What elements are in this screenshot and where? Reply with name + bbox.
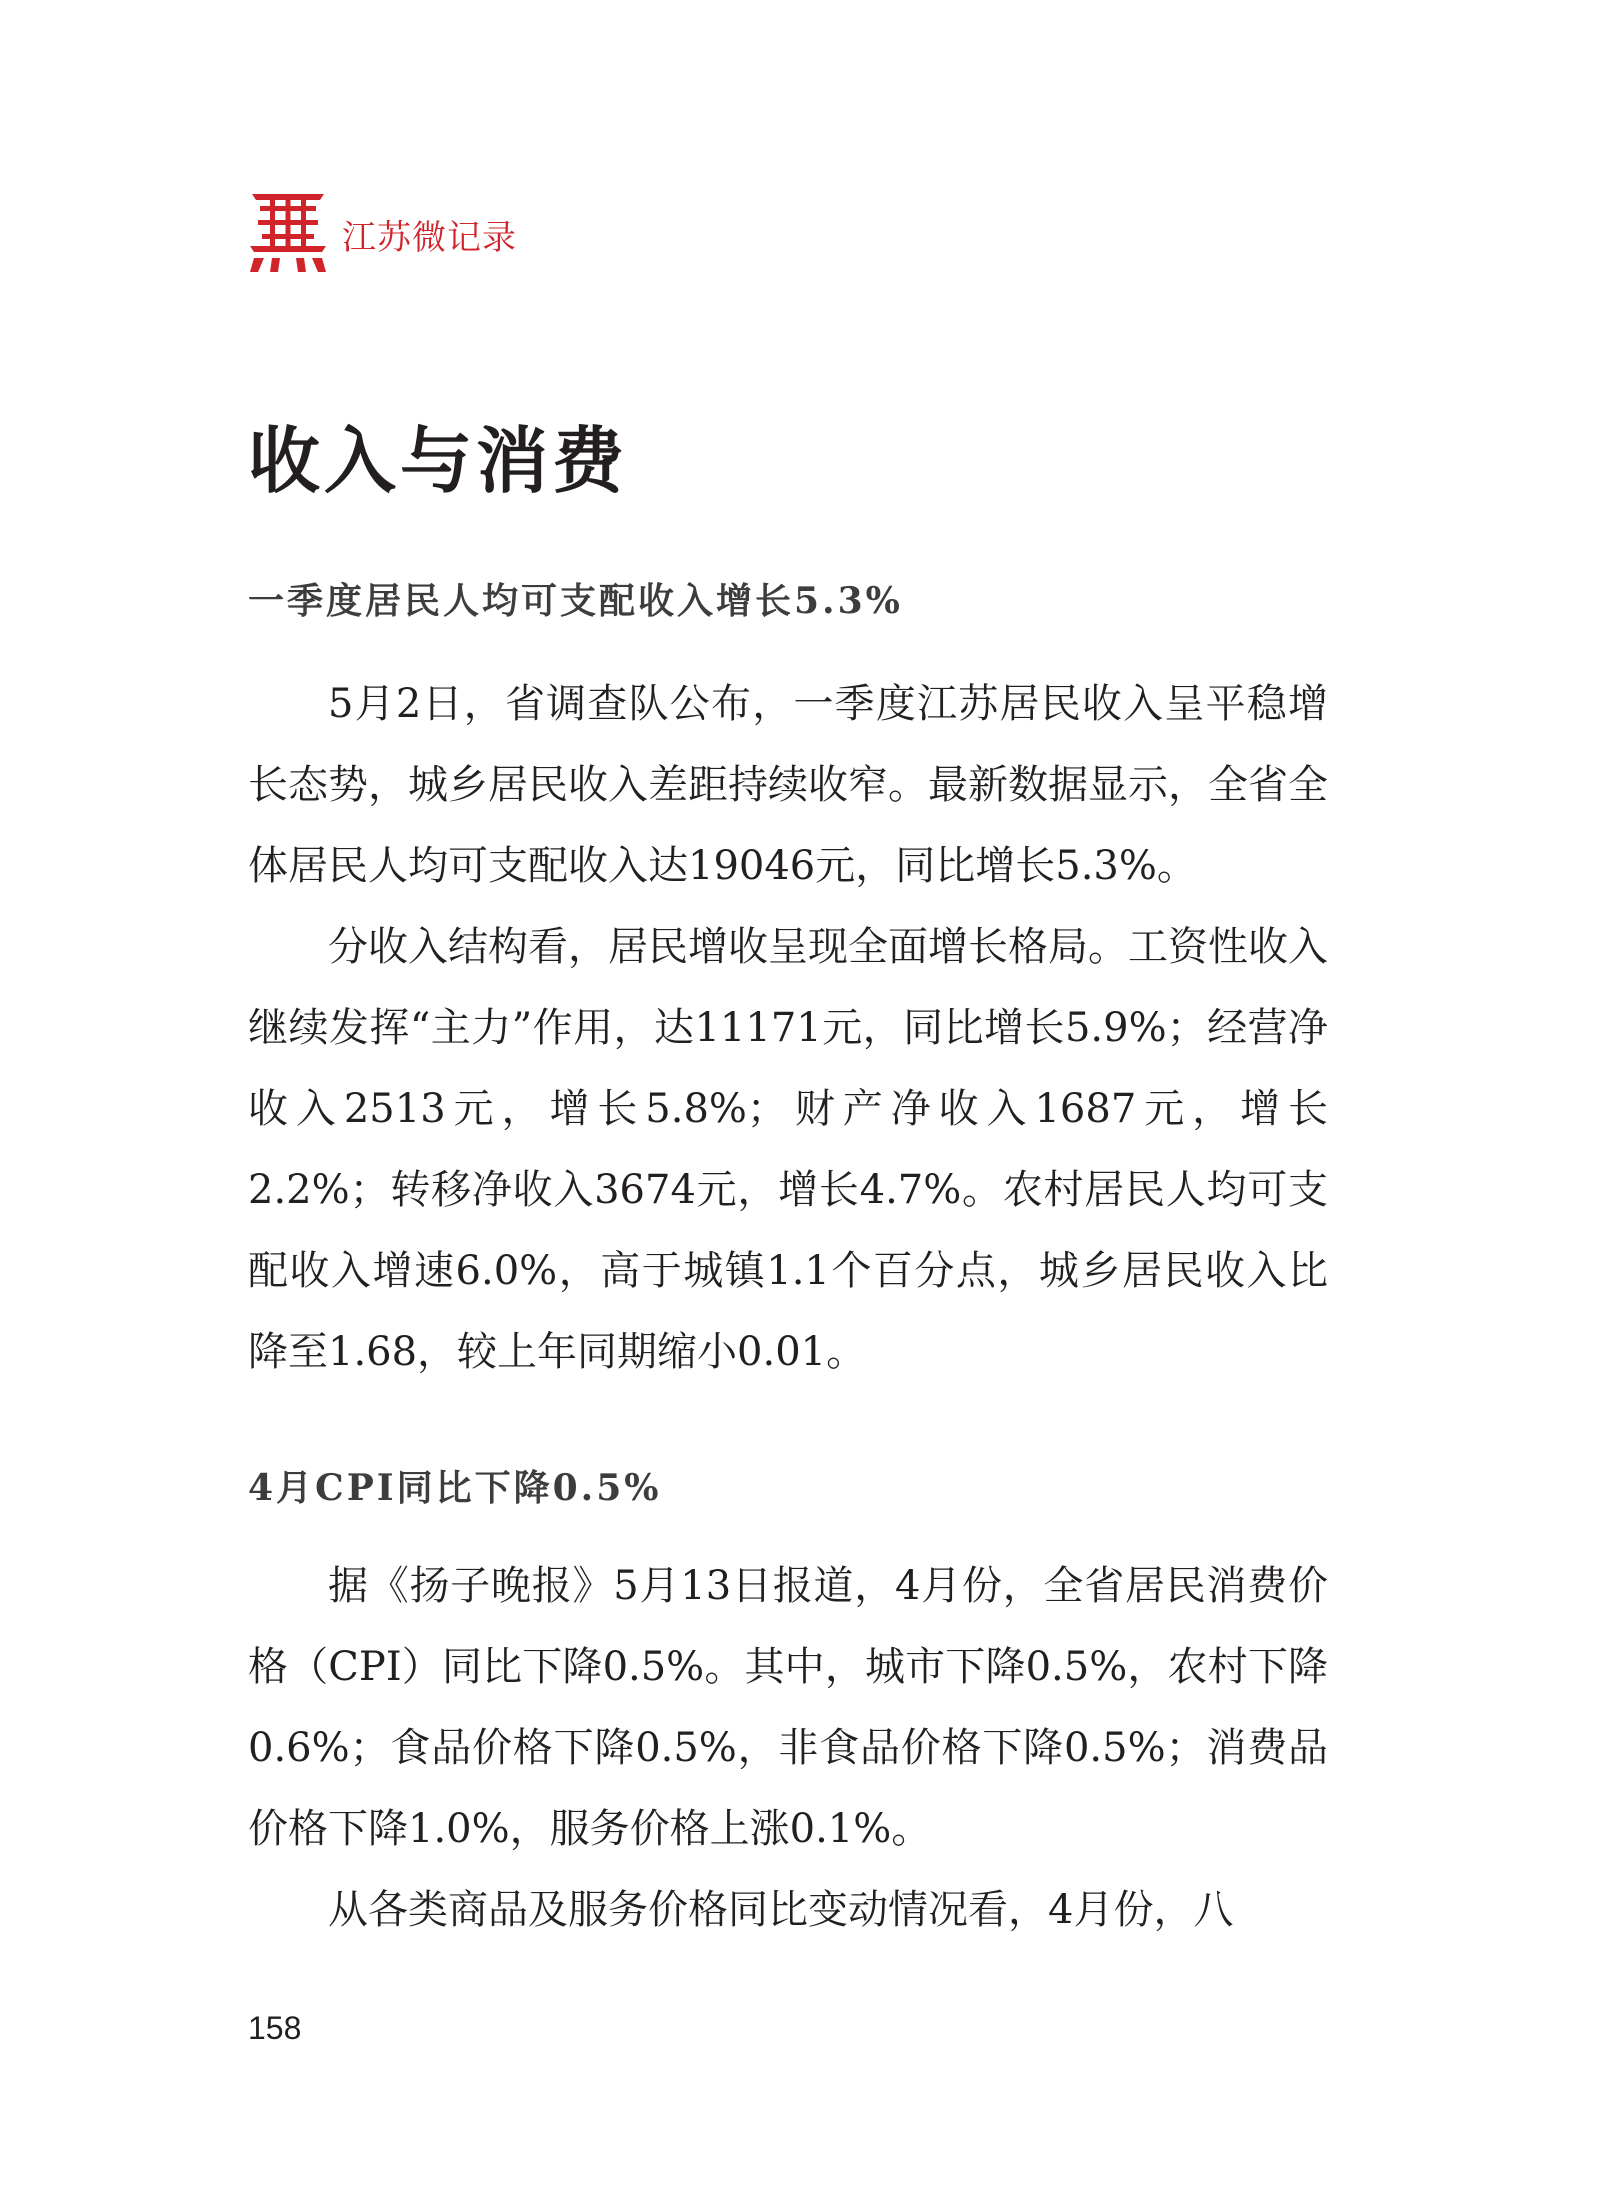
article-paragraph: 5月2日，省调查队公布，一季度江苏居民收入呈平稳增长态势，城乡居民收入差距持续收窄。最新数据显示，全省全体居民人均可支配收入达19046元，同比增长5.3%。 (248, 681, 1328, 889)
section-title: 收入与消费 (248, 419, 629, 503)
series-title: 江苏微记录 (342, 217, 517, 258)
article-paragraph: 分收入结构看，居民增收呈现全面增长格局。工资性收入继续发挥“主力”作用，达11171元，同比增长5.9%；经营净收入2513元，增长5.8%；财产净收入1687元，增长2.2%；转移净收入3674元，增长4.7%。农村居民人均可支配收入增速6.0%，高于城镇1.1个百分点，城乡居民收入比降至1.68，较上年同期缩小0.01。 (248, 924, 1328, 1375)
article-paragraph: 从各类商品及服务价格同比变动情况看，4月份，八 (328, 1887, 1234, 1933)
jiangsu-emblem-icon (248, 188, 328, 274)
article-heading: 一季度居民人均可支配收入增长5.3% (248, 580, 903, 622)
page-number: 158 (248, 2010, 302, 2046)
running-header (248, 188, 517, 274)
article-heading: 4月CPI同比下降0.5% (248, 1467, 662, 1509)
article-paragraph: 据《扬子晚报》5月13日报道，4月份，全省居民消费价格（CPI）同比下降0.5%。其中，城市下降0.5%，农村下降0.6%；食品价格下降0.5%，非食品价格下降0.5%；消费品价格下降1.0%，服务价格上涨0.1%。 (248, 1563, 1328, 1852)
